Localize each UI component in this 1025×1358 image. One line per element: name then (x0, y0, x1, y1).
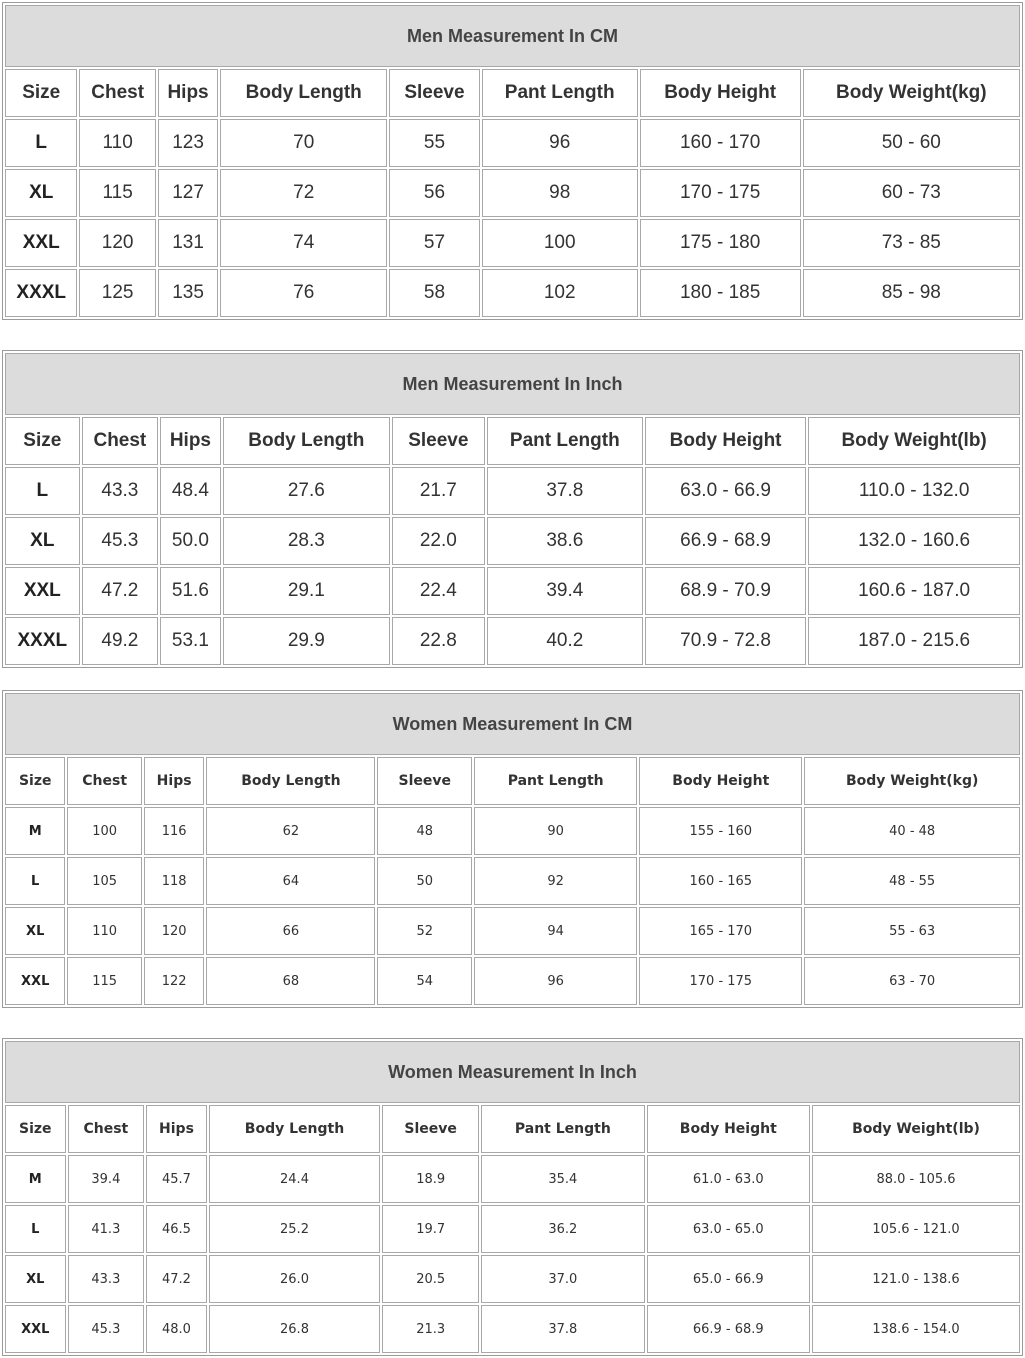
table-cell: 160 - 165 (639, 857, 802, 905)
table-row (5, 1155, 1020, 1203)
column-header: Body Length (223, 417, 390, 465)
table-cell: 29.1 (223, 567, 390, 615)
table-cell: 45.7 (146, 1155, 207, 1203)
table-cell: 160.6 - 187.0 (808, 567, 1020, 615)
table-cell: 36.2 (481, 1205, 644, 1253)
table-row (5, 907, 1020, 955)
table-cell: 26.0 (209, 1255, 381, 1303)
table-cell: 115 (79, 169, 155, 217)
table-cell: 155 - 160 (639, 807, 802, 855)
table-cell: 45.3 (82, 517, 159, 565)
women-inch-table (2, 1038, 1023, 1356)
table-cell: 73 - 85 (803, 219, 1020, 267)
table-cell: 48.4 (160, 467, 220, 515)
table-cell: 127 (158, 169, 218, 217)
size-cell: L (5, 857, 65, 905)
column-header: Chest (67, 757, 142, 805)
table-cell: 29.9 (223, 617, 390, 665)
size-chart-table (3, 351, 1022, 667)
table-cell: 66.9 - 68.9 (645, 517, 806, 565)
column-header: Body Height (639, 757, 802, 805)
table-cell: 21.3 (382, 1305, 479, 1353)
table-cell: 85 - 98 (803, 269, 1020, 317)
column-header: Pant Length (487, 417, 643, 465)
table-cell: 116 (144, 807, 204, 855)
column-header: Hips (146, 1105, 207, 1153)
column-header: Body Weight(kg) (804, 757, 1020, 805)
table-cell: 52 (377, 907, 472, 955)
table-cell: 50 (377, 857, 472, 905)
column-header: Chest (68, 1105, 145, 1153)
table-row (5, 169, 1020, 217)
size-chart-table (3, 1039, 1022, 1355)
table-cell: 40.2 (487, 617, 643, 665)
table-cell: 170 - 175 (639, 957, 802, 1005)
table-cell: 19.7 (382, 1205, 479, 1253)
men-inch-table (2, 350, 1023, 668)
table-cell: 170 - 175 (640, 169, 801, 217)
column-header: Body Height (645, 417, 806, 465)
column-header: Body Height (640, 69, 801, 117)
column-header: Sleeve (389, 69, 480, 117)
table-title: Men Measurement In CM (5, 5, 1020, 67)
table-cell: 37.8 (487, 467, 643, 515)
column-header: Hips (158, 69, 218, 117)
size-cell: M (5, 1155, 66, 1203)
table-cell: 175 - 180 (640, 219, 801, 267)
table-row (5, 957, 1020, 1005)
table-cell: 22.4 (392, 567, 485, 615)
table-cell: 22.8 (392, 617, 485, 665)
table-cell: 43.3 (82, 467, 159, 515)
table-row (5, 1205, 1020, 1253)
table-cell: 57 (389, 219, 480, 267)
table-row (5, 517, 1020, 565)
table-cell: 76 (220, 269, 387, 317)
table-cell: 48.0 (146, 1305, 207, 1353)
table-cell: 48 - 55 (804, 857, 1020, 905)
table-cell: 35.4 (481, 1155, 644, 1203)
column-header: Pant Length (482, 69, 638, 117)
size-cell: XXL (5, 567, 80, 615)
table-cell: 51.6 (160, 567, 220, 615)
table-cell: 131 (158, 219, 218, 267)
table-cell: 62 (206, 807, 375, 855)
size-cell: XL (5, 907, 65, 955)
table-cell: 100 (67, 807, 142, 855)
table-row (5, 617, 1020, 665)
table-cell: 49.2 (82, 617, 159, 665)
table-cell: 180 - 185 (640, 269, 801, 317)
table-cell: 39.4 (68, 1155, 145, 1203)
column-header: Body Length (220, 69, 387, 117)
table-cell: 98 (482, 169, 638, 217)
table-cell: 122 (144, 957, 204, 1005)
table-cell: 58 (389, 269, 480, 317)
table-cell: 61.0 - 63.0 (647, 1155, 810, 1203)
table-row (5, 269, 1020, 317)
table-cell: 22.0 (392, 517, 485, 565)
table-cell: 47.2 (82, 567, 159, 615)
table-cell: 120 (144, 907, 204, 955)
table-cell: 105.6 - 121.0 (812, 1205, 1020, 1253)
table-row (5, 467, 1020, 515)
table-cell: 40 - 48 (804, 807, 1020, 855)
table-cell: 125 (79, 269, 155, 317)
table-title: Women Measurement In CM (5, 693, 1020, 755)
table-cell: 160 - 170 (640, 119, 801, 167)
column-header: Pant Length (474, 757, 637, 805)
table-row (5, 567, 1020, 615)
column-header: Body Height (647, 1105, 810, 1153)
table-cell: 187.0 - 215.6 (808, 617, 1020, 665)
column-header: Body Length (206, 757, 375, 805)
size-cell: L (5, 119, 77, 167)
column-header: Sleeve (377, 757, 472, 805)
size-cell: XL (5, 517, 80, 565)
table-cell: 20.5 (382, 1255, 479, 1303)
column-header: Chest (79, 69, 155, 117)
table-cell: 45.3 (68, 1305, 145, 1353)
table-cell: 70 (220, 119, 387, 167)
table-cell: 68.9 - 70.9 (645, 567, 806, 615)
table-cell: 102 (482, 269, 638, 317)
table-cell: 38.6 (487, 517, 643, 565)
table-cell: 138.6 - 154.0 (812, 1305, 1020, 1353)
table-cell: 37.0 (481, 1255, 644, 1303)
table-cell: 43.3 (68, 1255, 145, 1303)
size-cell: XXL (5, 219, 77, 267)
table-cell: 94 (474, 907, 637, 955)
size-cell: M (5, 807, 65, 855)
column-header: Size (5, 1105, 66, 1153)
table-cell: 28.3 (223, 517, 390, 565)
table-cell: 26.8 (209, 1305, 381, 1353)
size-cell: XL (5, 1255, 66, 1303)
table-title: Men Measurement In Inch (5, 353, 1020, 415)
size-cell: L (5, 467, 80, 515)
column-header: Chest (82, 417, 159, 465)
table-row (5, 807, 1020, 855)
size-chart-table (3, 691, 1022, 1007)
table-cell: 25.2 (209, 1205, 381, 1253)
table-cell: 96 (482, 119, 638, 167)
table-cell: 18.9 (382, 1155, 479, 1203)
table-title: Women Measurement In Inch (5, 1041, 1020, 1103)
table-cell: 66.9 - 68.9 (647, 1305, 810, 1353)
table-cell: 41.3 (68, 1205, 145, 1253)
table-cell: 50 - 60 (803, 119, 1020, 167)
column-header: Sleeve (392, 417, 485, 465)
table-cell: 50.0 (160, 517, 220, 565)
table-row (5, 857, 1020, 905)
table-cell: 24.4 (209, 1155, 381, 1203)
column-header: Body Length (209, 1105, 381, 1153)
table-row (5, 219, 1020, 267)
table-cell: 88.0 - 105.6 (812, 1155, 1020, 1203)
table-cell: 165 - 170 (639, 907, 802, 955)
column-header: Hips (160, 417, 220, 465)
table-cell: 120 (79, 219, 155, 267)
table-cell: 65.0 - 66.9 (647, 1255, 810, 1303)
column-header: Size (5, 417, 80, 465)
table-cell: 46.5 (146, 1205, 207, 1253)
size-cell: XXL (5, 1305, 66, 1353)
column-header: Pant Length (481, 1105, 644, 1153)
column-header: Body Weight(lb) (812, 1105, 1020, 1153)
table-cell: 96 (474, 957, 637, 1005)
size-cell: XXL (5, 957, 65, 1005)
table-cell: 47.2 (146, 1255, 207, 1303)
column-header: Size (5, 69, 77, 117)
table-cell: 66 (206, 907, 375, 955)
table-cell: 72 (220, 169, 387, 217)
header-row (5, 757, 1020, 805)
size-cell: L (5, 1205, 66, 1253)
table-cell: 123 (158, 119, 218, 167)
table-cell: 74 (220, 219, 387, 267)
table-cell: 115 (67, 957, 142, 1005)
table-cell: 105 (67, 857, 142, 905)
table-cell: 55 (389, 119, 480, 167)
table-cell: 63.0 - 65.0 (647, 1205, 810, 1253)
table-cell: 27.6 (223, 467, 390, 515)
table-cell: 121.0 - 138.6 (812, 1255, 1020, 1303)
table-cell: 70.9 - 72.8 (645, 617, 806, 665)
table-cell: 68 (206, 957, 375, 1005)
table-cell: 90 (474, 807, 637, 855)
table-cell: 54 (377, 957, 472, 1005)
table-cell: 92 (474, 857, 637, 905)
header-row (5, 69, 1020, 117)
size-chart-table (3, 3, 1022, 319)
table-cell: 100 (482, 219, 638, 267)
table-cell: 55 - 63 (804, 907, 1020, 955)
table-cell: 48 (377, 807, 472, 855)
table-cell: 53.1 (160, 617, 220, 665)
table-row (5, 1305, 1020, 1353)
table-cell: 135 (158, 269, 218, 317)
size-cell: XL (5, 169, 77, 217)
column-header: Sleeve (382, 1105, 479, 1153)
table-cell: 63.0 - 66.9 (645, 467, 806, 515)
table-cell: 132.0 - 160.6 (808, 517, 1020, 565)
table-cell: 21.7 (392, 467, 485, 515)
header-row (5, 417, 1020, 465)
table-cell: 63 - 70 (804, 957, 1020, 1005)
table-cell: 110 (67, 907, 142, 955)
table-cell: 110 (79, 119, 155, 167)
column-header: Body Weight(lb) (808, 417, 1020, 465)
table-cell: 37.8 (481, 1305, 644, 1353)
column-header: Hips (144, 757, 204, 805)
table-cell: 110.0 - 132.0 (808, 467, 1020, 515)
table-cell: 64 (206, 857, 375, 905)
men-cm-table (2, 2, 1023, 320)
size-cell: XXXL (5, 617, 80, 665)
table-cell: 39.4 (487, 567, 643, 615)
table-row (5, 1255, 1020, 1303)
column-header: Body Weight(kg) (803, 69, 1020, 117)
column-header: Size (5, 757, 65, 805)
table-row (5, 119, 1020, 167)
table-cell: 118 (144, 857, 204, 905)
women-cm-table (2, 690, 1023, 1008)
header-row (5, 1105, 1020, 1153)
size-cell: XXXL (5, 269, 77, 317)
table-cell: 60 - 73 (803, 169, 1020, 217)
table-cell: 56 (389, 169, 480, 217)
